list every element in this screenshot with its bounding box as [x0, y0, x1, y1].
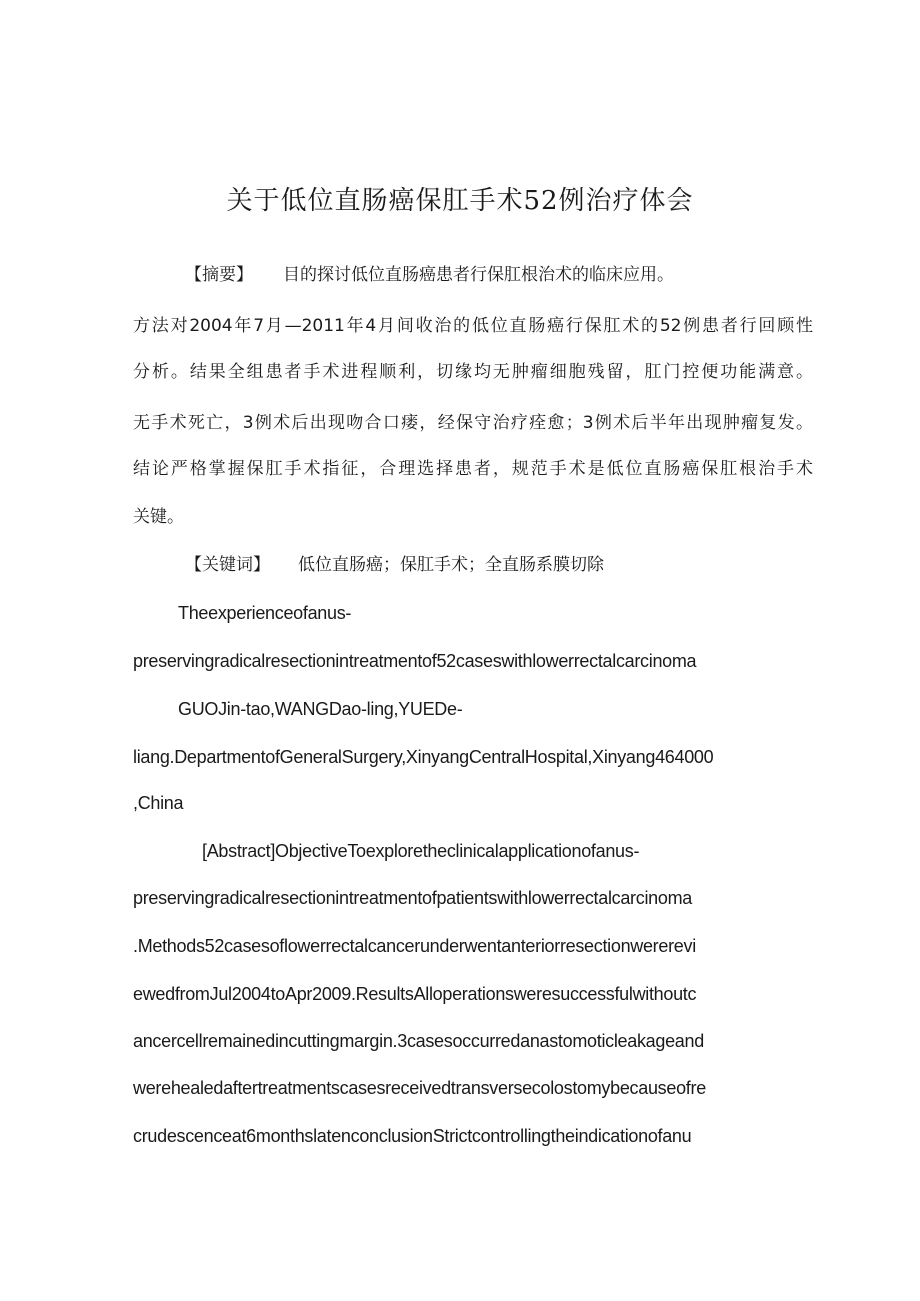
english-author-line: ,China [133, 793, 184, 813]
english-abstract-line: crudescenceat6monthslatenconclusionStrictcontrollingtheindicationofanu [133, 1126, 692, 1146]
abstract-cn-line: 结论严格掌握保肛手术指征，合理选择患者，规范手术是低位直肠癌保肛根治手术 [133, 459, 813, 479]
abstract-cn-line: 方法对2004年7月—2011年4月间收治的低位直肠癌行保肛术的52例患者行回顾性 [133, 316, 813, 336]
english-title-line: Theexperienceofanus- [178, 603, 352, 623]
english-title-line: preservingradicalresectionintreatmentof52caseswithlowerrectalcarcinoma [133, 651, 697, 671]
abstract-cn-line: 目的探讨低位直肠癌患者行保肛根治术的临床应用。 [283, 265, 674, 285]
english-abstract-line: .Methods52casesoflowerrectalcancerunderwentanteriorresectionwererevi [133, 936, 696, 956]
abstract-cn-first-line [185, 260, 745, 285]
english-abstract-line: ancercellremainedincuttingmargin.3casesoccurredanastomoticleakageand [133, 1031, 704, 1051]
english-abstract-line: ewedfromJul2004toApr2009.ResultsAlloperationsweresuccessfulwithoutc [133, 984, 697, 1004]
english-abstract-line: [Abstract]ObjectiveToexploretheclinicalapplicationofanus- [202, 841, 640, 861]
english-abstract-line: werehealedaftertreatmentscasesreceivedtransversecolostomybecauseofre [133, 1078, 706, 1098]
english-abstract-line: preservingradicalresectionintreatmentofpatientswithlowerrectalcarcinoma [133, 888, 692, 908]
abstract-cn-label: 【摘要】 [185, 265, 253, 285]
abstract-cn-line: 关键。 [133, 507, 184, 527]
abstract-cn-line: 无手术死亡，3例术后出现吻合口瘘，经保守治疗痊愈；3例术后半年出现肿瘤复发。 [133, 413, 813, 433]
keywords-cn-label: 【关键词】 [185, 555, 270, 575]
english-author-line: GUOJin-tao,WANGDao-ling,YUEDe- [178, 699, 463, 719]
english-author-line: liang.DepartmentofGeneralSurgery,XinyangCentralHospital,Xinyang464000 [133, 747, 714, 767]
page-title: 关于低位直肠癌保肛手术52例治疗体会 [226, 186, 694, 216]
keywords-cn-text: 低位直肠癌；保肛手术；全直肠系膜切除 [298, 555, 604, 575]
abstract-cn-line: 分析。结果全组患者手术进程顺利，切缘均无肿瘤细胞残留，肛门控便功能满意。 [133, 362, 813, 382]
keywords-cn [185, 550, 745, 575]
